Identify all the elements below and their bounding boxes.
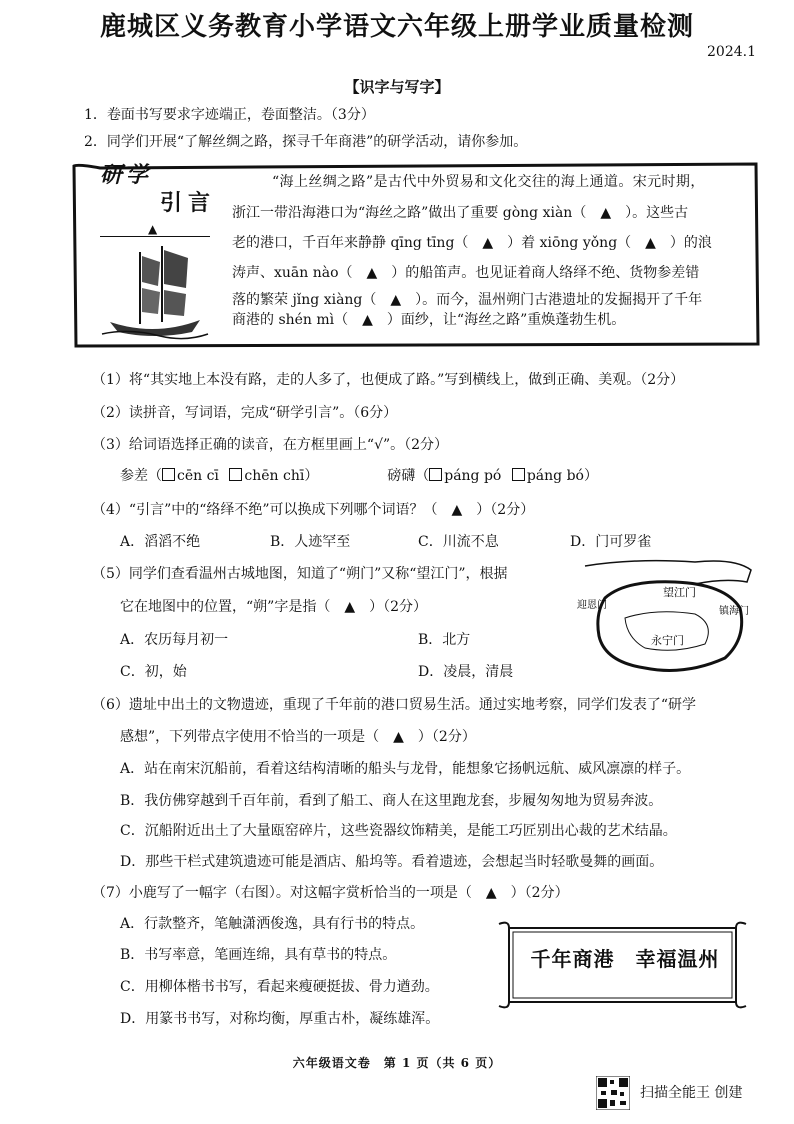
- subq-3: （3）给词语选择正确的读音，在方框里画上“√”。（2分）: [92, 437, 449, 453]
- subq-6-option-a: A．站在南宋沉船前，看着这结构清晰的船头与龙骨，能想象它扬帆远航、威风凛凛的样子。: [120, 761, 691, 777]
- paren-close-1: ）: [304, 468, 319, 484]
- subq-4-option-d: D．门可罗雀: [570, 534, 652, 550]
- checkbox-chen-chi[interactable]: [229, 468, 242, 481]
- subq-1: （1）将“其实地上本没有路，走的人多了，也便成了路。”写到横线上，做到正确、美观。（2分）: [92, 372, 685, 388]
- sailing-ship-illustration: [100, 242, 210, 342]
- intro-line-4: 涛声、xuān nào（ ▲ ）的船笛声。也见证着商人络绎不绝、货物参差错: [232, 265, 700, 281]
- section-heading: 【识字与写字】: [344, 78, 450, 96]
- subq-5-option-b: B．北方: [418, 632, 471, 648]
- subq-7-option-d: D．用篆书书写，对称均衡，厚重古朴，凝练雄浑。: [120, 1011, 440, 1027]
- map-label-wangjiang: 望江门: [663, 586, 696, 599]
- option-cen-ci: cēn cī: [177, 468, 219, 484]
- map-label-yongning: 永宁门: [651, 634, 684, 647]
- exam-date: 2024.1: [707, 44, 756, 60]
- intro-line-1: “海上丝绸之路”是古代中外贸易和文化交往的海上通道。宋元时期，: [272, 174, 705, 190]
- subq-7-option-c: C．用柳体楷书书写，看起来瘦硬挺拔、骨力遒劲。: [120, 979, 439, 995]
- intro-heading-1: 研学: [100, 162, 153, 188]
- checkbox-pang-po[interactable]: [429, 468, 442, 481]
- subq-2: （2）读拼音，写词语，完成“研学引言”。（6分）: [92, 405, 398, 421]
- option-pang-bo: páng bó: [526, 468, 584, 484]
- intro-line-2: 浙江一带沿海港口为“海丝之路”做出了重要 gòng xiàn（ ▲ ）。这些古: [232, 205, 689, 221]
- option-chen-chi: chēn chī: [244, 468, 305, 484]
- heading-underline: [100, 236, 210, 237]
- question-2: 2．同学们开展“了解丝绸之路，探寻千年商港”的研学活动，请你参加。: [84, 134, 528, 150]
- subq-5-option-a: A．农历每月初一: [120, 632, 229, 648]
- paren-close-2: ）: [583, 468, 598, 484]
- subq-3-options: [120, 465, 598, 485]
- intro-line-5: 落的繁荣 jǐng xiàng（ ▲ ）。而今，温州朔门古港遗址的发掘揭开了千年: [232, 292, 703, 308]
- wenzhou-city-map: [575, 558, 755, 683]
- word-pangbo: 磅礴（: [387, 468, 430, 484]
- qr-code-icon: [596, 1076, 630, 1110]
- heading-blank: ▲: [148, 222, 158, 236]
- checkbox-cen-ci[interactable]: [162, 468, 175, 481]
- word-cenci: 参差（: [120, 468, 162, 484]
- subq-7: （7）小鹿写了一幅字（右图）。对这幅字赏析恰当的一项是（ ▲ ）（2分）: [92, 885, 569, 901]
- subq-5-option-d: D．凌晨，清晨: [418, 664, 514, 680]
- subq-6-option-c: C．沉船附近出土了大量瓯窑碎片，这些瓷器纹饰精美，是能工巧匠别出心裁的艺术结晶。: [120, 823, 677, 839]
- page-title: 鹿城区义务教育小学语文六年级上册学业质量检测: [99, 12, 694, 42]
- subq-6-line-2: 感想”，下列带点字使用不恰当的一项是（ ▲ ）（2分）: [120, 729, 476, 745]
- map-label-yingen: 迎恩门: [577, 600, 607, 611]
- intro-line-6: 商港的 shén mì（ ▲ ）面纱，让“海丝之路”重焕蓬勃生机。: [232, 312, 626, 328]
- subq-4-option-b: B．人迹罕至: [270, 534, 351, 550]
- subq-6-line-1: （6）遗址中出土的文物遗迹，重现了千年前的港口贸易生活。通过实地考察，同学们发表了“研学: [92, 697, 697, 713]
- subq-5-option-c: C．初，始: [120, 664, 187, 680]
- option-pang-po: páng pó: [444, 468, 502, 484]
- subq-5-line-2: 它在地图中的位置，“朔”字是指（ ▲ ）（2分）: [120, 599, 427, 615]
- intro-line-3: 老的港口，千百年来静静 qīng tīng（ ▲ ）着 xiōng yǒng（ ▲ ）的浪: [232, 235, 712, 251]
- page-footer: 六年级语文卷 第 1 页（共 6 页）: [292, 1056, 502, 1070]
- subq-4-option-c: C．川流不息: [418, 534, 499, 550]
- subq-7-option-b: B．书写率意，笔画连绵，具有草书的特点。: [120, 947, 397, 963]
- subq-7-option-a: A．行款整齐，笔触潇洒俊逸，具有行书的特点。: [120, 916, 425, 932]
- checkbox-pang-bo[interactable]: [512, 468, 525, 481]
- question-1: 1．卷面书写要求字迹端正，卷面整洁。（3分）: [84, 107, 375, 123]
- subq-6-option-b: B．我仿佛穿越到千百年前，看到了船工、商人在这里跑龙套，步履匆匆地为贸易奔波。: [120, 793, 663, 809]
- subq-5-line-1: （5）同学们查看温州古城地图，知道了“朔门”又称“望江门”，根据: [92, 566, 508, 582]
- subq-6-option-d: D．那些干栏式建筑遗迹可能是酒店、船坞等。看着遗迹，会想起当时轻歌曼舞的画面。: [120, 854, 664, 870]
- intro-heading-2: 引言: [160, 190, 217, 216]
- subq-4-option-a: A．滔滔不绝: [120, 534, 201, 550]
- map-label-zhenhai: 镇海门: [719, 606, 749, 617]
- subq-4: （4）“引言”中的“络绎不绝”可以换成下列哪个词语？（ ▲ ）（2分）: [92, 502, 535, 518]
- scanner-watermark: 扫描全能王 创建: [640, 1085, 743, 1101]
- calligraphy-text: 千年商港 幸福温州: [530, 947, 720, 971]
